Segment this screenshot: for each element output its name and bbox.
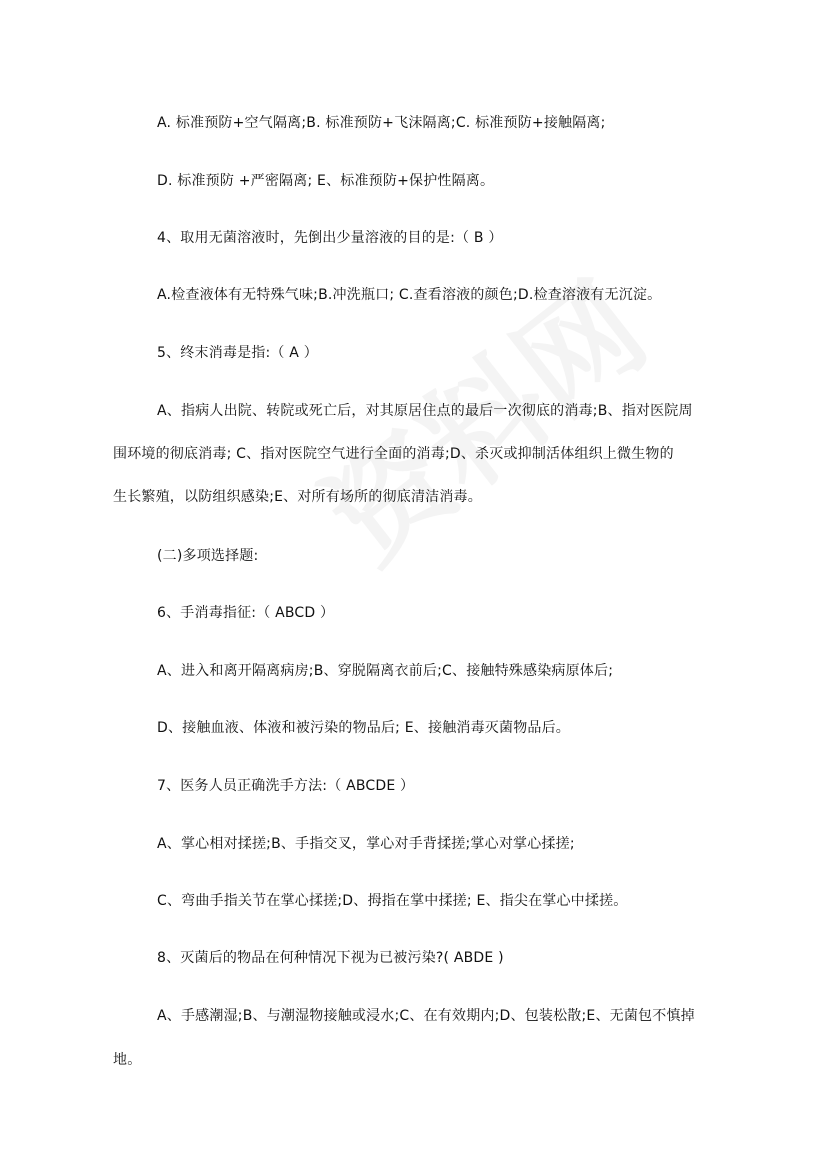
text-line-options-isolation-2: D. 标准预防 +严密隔离; E、标准预防+保护性隔离。 [157,173,495,189]
section-heading-multiple-choice: (二)多项选择题: [157,548,259,564]
question-5-options-line-3: 生长繁殖，以防组织感染;E、对所有场所的彻底清洁消毒。 [113,489,482,505]
question-8-options-line-1: A、手感潮湿;B、与潮湿物接触或浸水;C、在有效期内;D、包装松散;E、无菌包不慎掉 [157,1008,695,1024]
question-6: 6、手消毒指征:（ ABCD ） [157,605,335,621]
question-4-options: A.检查液体有无特殊气味;B.冲洗瓶口; C.查看溶液的颜色;D.检查溶液有无沉淀。 [157,287,662,303]
question-4: 4、取用无菌溶液时，先倒出少量溶液的目的是:（ B ） [157,230,503,246]
question-7-options-line-1: A、掌心相对揉搓;B、手指交叉，掌心对手背揉搓;掌心对掌心揉搓; [157,836,575,852]
question-7: 7、医务人员正确洗手方法:（ ABCDE ） [157,778,415,794]
question-8-options-line-2: 地。 [113,1052,142,1068]
text-line-options-isolation-1: A. 标准预防+空气隔离;B. 标准预防+飞沫隔离;C. 标准预防+接触隔离; [157,115,606,131]
question-7-options-line-2: C、弯曲手指关节在掌心揉搓;D、拇指在掌中揉搓; E、指尖在掌心中揉搓。 [157,893,628,909]
question-5: 5、终末消毒是指:（ A ） [157,345,318,361]
question-5-options-line-1: A、指病人出院、转院或死亡后，对其原居住点的最后一次彻底的消毒;B、指对医院周 [157,403,693,419]
question-8: 8、灭菌后的物品在何种情况下视为已被污染?( ABDE ) [157,950,504,966]
question-6-options-line-2: D、接触血液、体液和被污染的物品后; E、接触消毒灭菌物品后。 [157,720,570,736]
question-5-options-line-2: 围环境的彻底消毒; C、指对医院空气进行全面的消毒;D、杀灭或抑制活体组织上微生物的 [113,446,674,462]
question-6-options-line-1: A、进入和离开隔离病房;B、穿脱隔离衣前后;C、接触特殊感染病原体后; [157,663,614,679]
